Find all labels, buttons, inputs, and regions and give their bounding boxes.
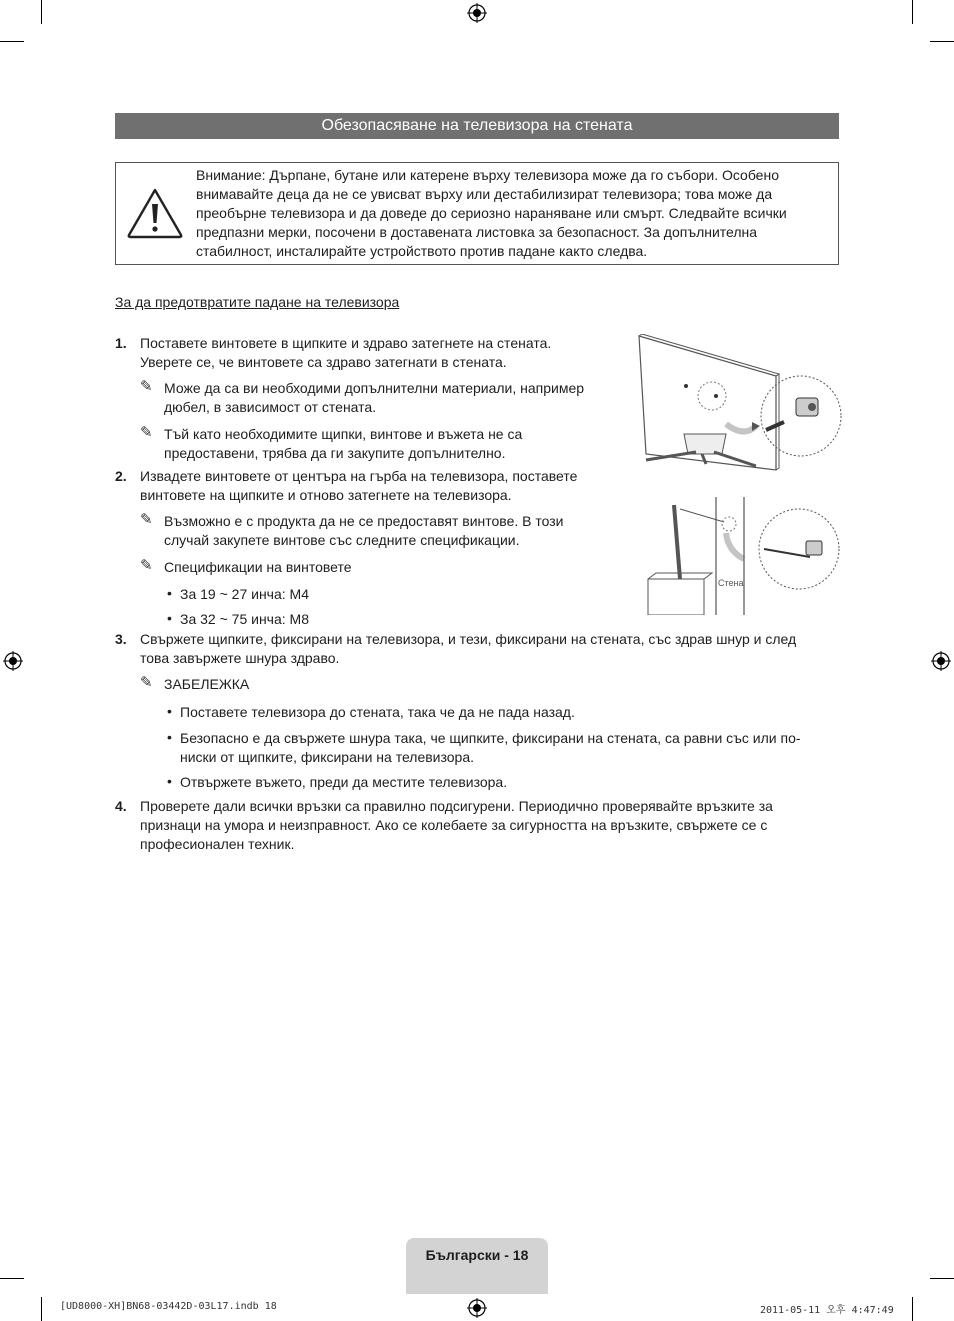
tv-rear-illustration bbox=[636, 334, 842, 494]
note-text: случай закупете винтове със следните спецификации. bbox=[164, 532, 520, 548]
note-text: Спецификации на винтовете bbox=[164, 559, 352, 575]
step-text: признаци на умора и неизправност. Ако се колебаете за сигурността на връзките, свържете се с bbox=[140, 817, 768, 833]
step-text: Поставете винтовете в щипките и здраво затегнете на стената. bbox=[140, 335, 552, 351]
crop-mark bbox=[41, 1297, 42, 1321]
section-subheading: За да предотвратите падане на телевизора bbox=[115, 294, 400, 310]
crop-mark bbox=[41, 0, 42, 24]
print-date-info: 2011-05-11 오후 4:47:49 bbox=[760, 1305, 894, 1316]
step-text: професионален техник. bbox=[140, 836, 295, 852]
caution-body: : Дърпане, бутане или катерене върху телевизора може да го събори. Особено внимавайте деца да не се увисват върху или дестабилизират телевизора; това може да преобърне телевизора и да доведе до сериозно нараняване или смърт. Следвайте всички предпазни мерки, посочени в доставената листовка за безопасност. За допълнителна стабилност, инсталирайте устройството против падане както следва. bbox=[196, 167, 787, 259]
step-number: 2. bbox=[115, 468, 127, 484]
note-text: дюбел, в зависимост от стената. bbox=[164, 399, 377, 415]
crop-mark bbox=[912, 0, 913, 24]
registration-mark-icon bbox=[467, 3, 487, 23]
print-file-info: [UD8000-XH]BN68-03442D-03L17.indb 18 bbox=[60, 1301, 277, 1312]
bullet-dot: • bbox=[167, 729, 172, 745]
step-text: Свържете щипките, фиксирани на телевизора, и тези, фиксирани на стената, със здрав шнур и след bbox=[140, 631, 797, 647]
caution-text bbox=[196, 166, 828, 261]
spec-item: За 19 ~ 27 инча: M4 bbox=[180, 586, 309, 602]
step-text: Проверете дали всички връзки са правилно подсигурени. Периодично проверявайте връзките за bbox=[140, 798, 773, 814]
bullet-dot: • bbox=[167, 773, 172, 789]
note-text: Тъй като необходимите щипки, винтове и въжета не са bbox=[164, 426, 523, 442]
registration-mark-icon bbox=[931, 651, 951, 671]
note-bullet: Отвържете въжето, преди да местите телевизора. bbox=[180, 774, 508, 790]
pencil-note-icon: ✎ bbox=[140, 377, 153, 395]
note-bullet: ниски от щипките, фиксирани на телевизора. bbox=[180, 749, 475, 765]
spec-item: За 32 ~ 75 инча: M8 bbox=[180, 611, 309, 627]
step-text: Извадете винтовете от центъра на гърба на телевизора, поставете bbox=[140, 468, 578, 484]
registration-mark-icon bbox=[3, 651, 23, 671]
note-title: ЗАБЕЛЕЖКА bbox=[164, 676, 250, 692]
pencil-note-icon: ✎ bbox=[140, 556, 153, 574]
note-text: Може да са ви необходими допълнителни материали, например bbox=[164, 380, 585, 396]
step-text: винтовете на щипките и отново затегнете на телевизора. bbox=[140, 487, 512, 503]
caution-label: Внимание bbox=[196, 167, 262, 183]
pencil-note-icon: ✎ bbox=[140, 510, 153, 528]
crop-mark bbox=[912, 1297, 913, 1321]
pencil-note-icon: ✎ bbox=[140, 423, 153, 441]
note-text: предоставени, трябва да ги закупите допълнително. bbox=[164, 445, 506, 461]
step-text: това завържете шнура здраво. bbox=[140, 650, 340, 666]
pencil-note-icon: ✎ bbox=[140, 673, 153, 691]
registration-mark-icon bbox=[467, 1298, 487, 1318]
page-title: Обезопасяване на телевизора на стената bbox=[115, 113, 839, 139]
warning-triangle-icon bbox=[126, 187, 184, 239]
step-number: 1. bbox=[115, 335, 127, 351]
crop-mark bbox=[0, 1278, 24, 1279]
bullet-dot: • bbox=[167, 610, 172, 626]
note-text: Възможно е с продукта да не се предоставят винтове. В този bbox=[164, 513, 564, 529]
page-number-label: Български - 18 bbox=[425, 1247, 529, 1263]
crop-mark bbox=[0, 41, 24, 42]
step-number: 3. bbox=[115, 631, 127, 647]
note-bullet: Безопасно е да свържете шнура така, че щипките, фиксирани на стената, са равни със или по- bbox=[180, 730, 801, 746]
wall-label: Стена bbox=[718, 578, 744, 588]
bullet-dot: • bbox=[167, 585, 172, 601]
step-text: Уверете се, че винтовете са здраво затегнати в стената. bbox=[140, 354, 507, 370]
crop-mark bbox=[930, 1278, 954, 1279]
note-bullet: Поставете телевизора до стената, така че да не пада назад. bbox=[180, 704, 575, 720]
tv-side-wall-illustration bbox=[644, 497, 842, 615]
bullet-dot: • bbox=[167, 703, 172, 719]
crop-mark bbox=[930, 41, 954, 42]
caution-box bbox=[115, 162, 839, 265]
step-number: 4. bbox=[115, 798, 127, 814]
